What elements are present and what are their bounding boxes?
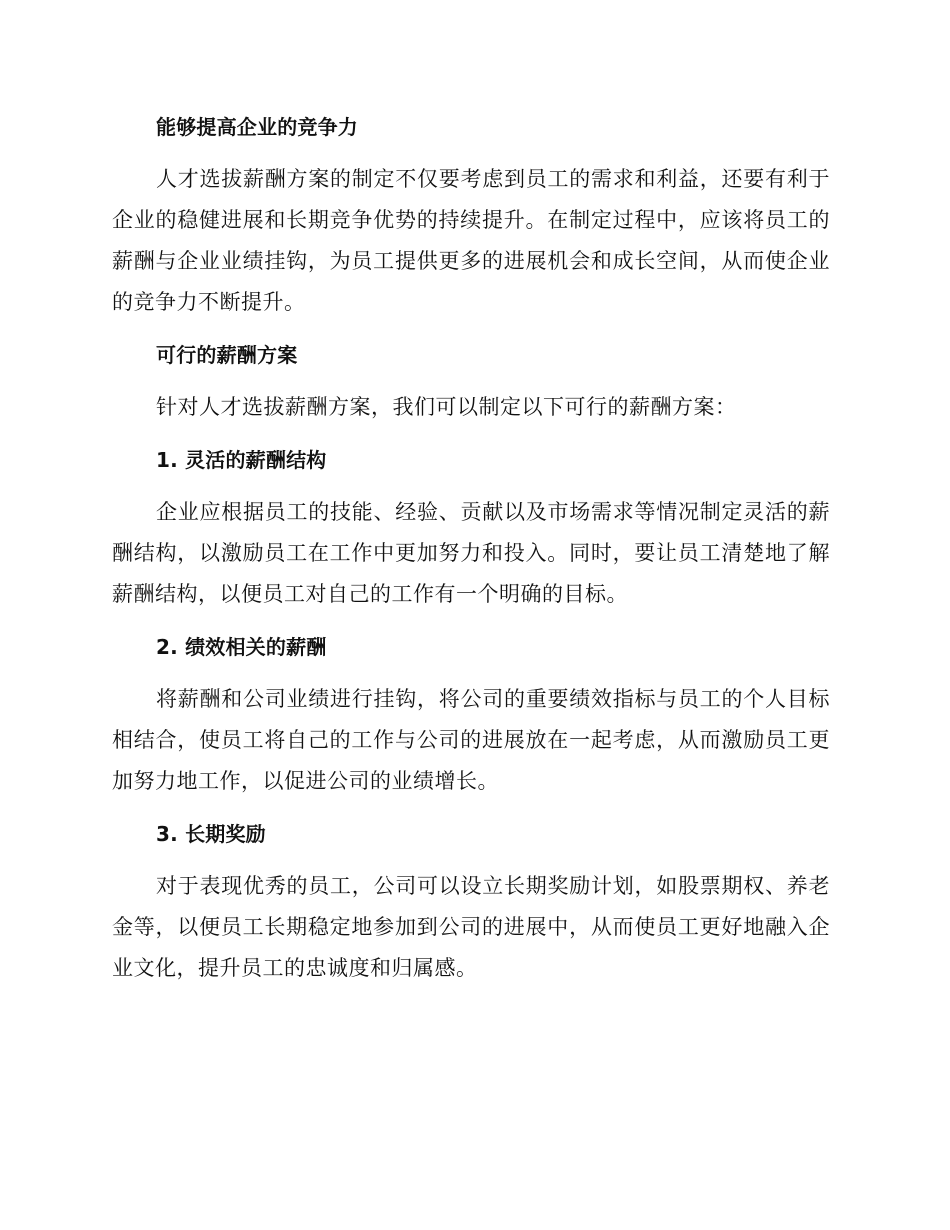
- section-heading: 可行的薪酬方案: [156, 343, 298, 367]
- section-heading: 3. 长期奖励: [156, 822, 266, 846]
- section-paragraph: 将薪酬和公司业绩进行挂钩，将公司的重要绩效指标与员工的个人目标相结合，使员工将自己的工作与公司的进展放在一起考虑，从而激励员工更加努力地工作，以促进公司的业绩增长。: [112, 687, 830, 793]
- section-paragraph: 对于表现优秀的员工，公司可以设立长期奖励计划，如股票期权、养老金等，以便员工长期稳定地参加到公司的进展中，从而使员工更好地融入企业文化，提升员工的忠诚度和归属感。: [112, 874, 830, 980]
- section-heading: 2. 绩效相关的薪酬: [156, 635, 327, 659]
- section-paragraph: 人才选拔薪酬方案的制定不仅要考虑到员工的需求和利益，还要有利于企业的稳健进展和长期竞争优势的持续提升。在制定过程中，应该将员工的薪酬与企业业绩挂钩，为员工提供更多的进展机会和成长空间，从而使企业的竞争力不断提升。: [112, 167, 830, 314]
- document-body: [112, 109, 830, 1003]
- section-heading: 能够提高企业的竞争力: [156, 115, 358, 139]
- section-paragraph: 针对人才选拔薪酬方案，我们可以制定以下可行的薪酬方案：: [156, 395, 737, 419]
- section-paragraph: 企业应根据员工的技能、经验、贡献以及市场需求等情况制定灵活的薪酬结构，以激励员工在工作中更加努力和投入。同时，要让员工清楚地了解薪酬结构，以便员工对自己的工作有一个明确的目标。: [112, 500, 830, 606]
- section-heading: 1. 灵活的薪酬结构: [156, 448, 327, 472]
